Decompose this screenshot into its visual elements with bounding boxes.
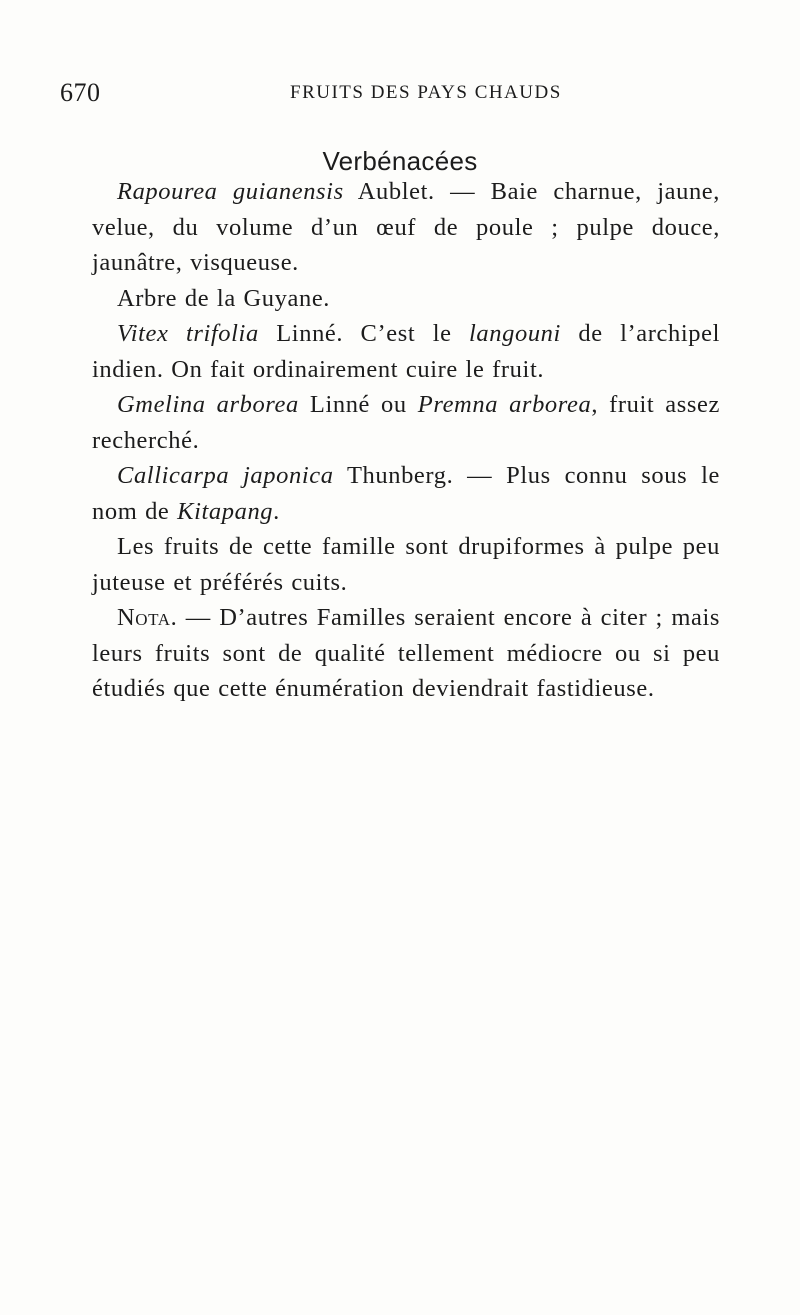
synonym-name: Premna arborea <box>417 391 592 418</box>
page-number: 670 <box>60 78 101 107</box>
paragraph-text: Arbre de la Guyane. <box>117 284 331 312</box>
taxon-name: Rapourea guianensis <box>117 178 344 205</box>
body-text <box>92 174 720 707</box>
paragraph-callicarpa <box>92 458 720 529</box>
paragraph-text: . <box>273 497 280 525</box>
paragraph-summary <box>92 529 720 600</box>
paragraph-gmelina <box>92 387 720 458</box>
paragraph-vitex <box>92 316 720 387</box>
running-head: FRUITS DES PAYS CHAUDS <box>290 82 562 103</box>
paragraph-habitat <box>92 281 720 317</box>
paragraph-rapourea <box>92 174 720 281</box>
section-title: Verbénacées <box>322 146 478 176</box>
paragraph-text: Aublet. — Baie charnue, jaune, velue, du volume d’un œuf de poule ; pulpe douce, jaunâtre, visqueuse. <box>92 178 720 276</box>
taxon-name: Gmelina arborea <box>117 391 299 418</box>
taxon-name: Vitex trifolia <box>117 320 259 347</box>
taxon-name: Callicarpa japonica <box>117 462 334 489</box>
paragraph-text: , fruit assez recherché. <box>92 391 720 454</box>
paragraph-text: Linné. C’est le <box>258 320 470 347</box>
paragraph-text: de l’archipel indien. On fait ordinairement cuire le fruit. <box>92 320 720 383</box>
nota-label: Nota <box>117 604 171 631</box>
local-name: langouni <box>469 320 561 347</box>
paragraph-text: Linné ou <box>298 391 418 418</box>
paragraph-text: Les fruits de cette famille sont drupiformes à pulpe peu juteuse et préférés cuits. <box>92 533 720 596</box>
local-name: Kitapang <box>177 497 274 525</box>
paragraph-nota <box>92 600 720 707</box>
page-header <box>60 78 760 108</box>
paragraph-text: . — D’autres Familles seraient encore à citer ; mais leurs fruits sont de qualité tellement médiocre ou si peu étudiés que cette énumération deviendrait fastidieuse. <box>92 604 720 702</box>
paragraph-text: Thunberg. — Plus connu sous le nom de <box>92 462 720 525</box>
